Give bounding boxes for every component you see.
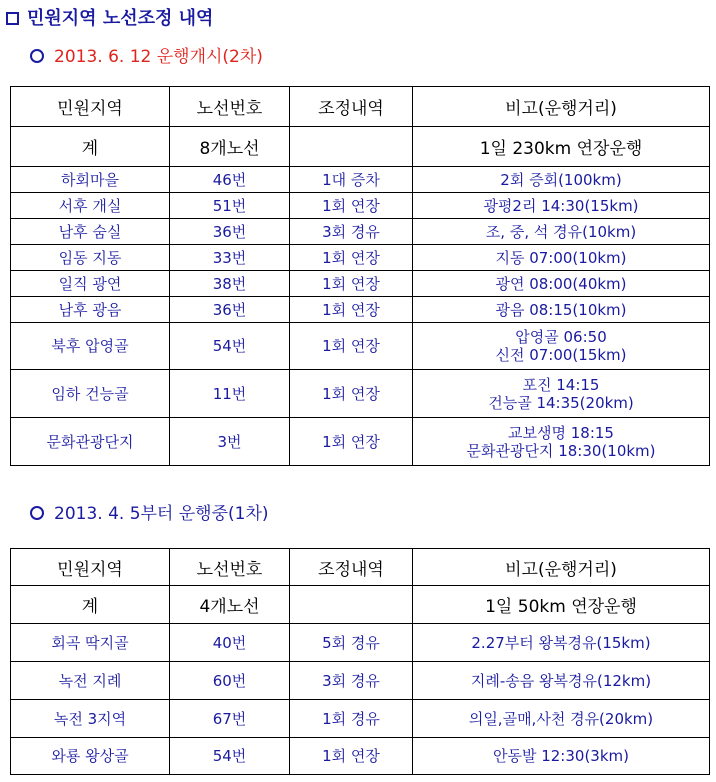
- cell-area: 일직 광연: [11, 271, 170, 297]
- cell-route: 36번: [170, 219, 290, 245]
- cell-route: 11번: [170, 370, 290, 418]
- cell-change: 1대 증차: [290, 167, 413, 193]
- cell-change: 3회 경유: [290, 219, 413, 245]
- cell-note: 포진 14:15 건능골 14:35(20km): [413, 370, 710, 418]
- cell-area: 문화관광단지: [11, 418, 170, 466]
- cell-note: 조, 중, 석 경유(10km): [413, 219, 710, 245]
- summary-label: 계: [11, 586, 170, 624]
- cell-route: 46번: [170, 167, 290, 193]
- table-row: [11, 323, 710, 370]
- table-row: [11, 700, 710, 738]
- summary-routes: 4개노선: [170, 586, 290, 624]
- cell-note: 안동발 12:30(3km): [413, 738, 710, 775]
- summary-note: 1일 50km 연장운행: [413, 586, 710, 624]
- cell-change: 1회 연장: [290, 297, 413, 323]
- cell-area: 녹전 3지역: [11, 700, 170, 738]
- cell-route: 40번: [170, 624, 290, 662]
- circle-bullet-icon: [30, 49, 44, 63]
- cell-area: 서후 개실: [11, 193, 170, 219]
- cell-change: 1회 연장: [290, 738, 413, 775]
- summary-note: 1일 230km 연장운행: [413, 127, 710, 167]
- summary-change: [290, 127, 413, 167]
- page-heading: [6, 4, 213, 30]
- cell-note: 2회 증회(100km): [413, 167, 710, 193]
- cell-route: 54번: [170, 738, 290, 775]
- table-row: [11, 370, 710, 418]
- section2-table: [10, 548, 710, 775]
- cell-change: 3회 경유: [290, 662, 413, 700]
- cell-change: 1회 연장: [290, 323, 413, 370]
- header-change: 조정내역: [290, 87, 413, 127]
- table-row: [11, 738, 710, 775]
- cell-change: 1회 연장: [290, 418, 413, 466]
- cell-area: 와룡 왕상골: [11, 738, 170, 775]
- summary-change: [290, 586, 413, 624]
- cell-note: 의일,골매,사천 경유(20km): [413, 700, 710, 738]
- cell-area: 녹전 지례: [11, 662, 170, 700]
- table-row: [11, 219, 710, 245]
- table-header-row: [11, 549, 710, 586]
- table-row: [11, 271, 710, 297]
- header-change: 조정내역: [290, 549, 413, 586]
- cell-route: 36번: [170, 297, 290, 323]
- cell-change: 1회 연장: [290, 370, 413, 418]
- summary-row: [11, 127, 710, 167]
- table-header-row: [11, 87, 710, 127]
- cell-note: 지동 07:00(10km): [413, 245, 710, 271]
- cell-area: 임동 지동: [11, 245, 170, 271]
- cell-area: 남후 광음: [11, 297, 170, 323]
- table-row: [11, 662, 710, 700]
- cell-area: 남후 숨실: [11, 219, 170, 245]
- circle-bullet-icon: [30, 506, 44, 520]
- table-row: [11, 167, 710, 193]
- table-row: [11, 418, 710, 466]
- cell-route: 51번: [170, 193, 290, 219]
- header-route: 노선번호: [170, 87, 290, 127]
- summary-label: 계: [11, 127, 170, 167]
- header-area: 민원지역: [11, 87, 170, 127]
- cell-route: 67번: [170, 700, 290, 738]
- cell-note: 지례-송음 왕복경유(12km): [413, 662, 710, 700]
- cell-area: 하회마을: [11, 167, 170, 193]
- square-bullet-icon: [6, 12, 19, 25]
- cell-note: 2.27부터 왕복경유(15km): [413, 624, 710, 662]
- table-row: [11, 245, 710, 271]
- summary-row: [11, 586, 710, 624]
- section1-table: [10, 86, 710, 466]
- cell-change: 1회 연장: [290, 193, 413, 219]
- section2-title: 2013. 4. 5부터 운행중(1차): [30, 499, 269, 524]
- cell-note: 광평2리 14:30(15km): [413, 193, 710, 219]
- section1-title: 2013. 6. 12 운행개시(2차): [30, 42, 263, 67]
- cell-change: 1회 연장: [290, 245, 413, 271]
- cell-change: 1회 경유: [290, 700, 413, 738]
- cell-area: 북후 압영골: [11, 323, 170, 370]
- header-note: 비고(운행거리): [413, 549, 710, 586]
- cell-route: 60번: [170, 662, 290, 700]
- cell-change: 1회 연장: [290, 271, 413, 297]
- table-row: [11, 193, 710, 219]
- cell-note: 광음 08:15(10km): [413, 297, 710, 323]
- header-note: 비고(운행거리): [413, 87, 710, 127]
- cell-note: 광연 08:00(40km): [413, 271, 710, 297]
- cell-note: 교보생명 18:15 문화관광단지 18:30(10km): [413, 418, 710, 466]
- cell-area: 회곡 딱지골: [11, 624, 170, 662]
- header-route: 노선번호: [170, 549, 290, 586]
- header-area: 민원지역: [11, 549, 170, 586]
- cell-note: 압영골 06:50 신전 07:00(15km): [413, 323, 710, 370]
- cell-route: 38번: [170, 271, 290, 297]
- table-row: [11, 297, 710, 323]
- cell-area: 임하 건능골: [11, 370, 170, 418]
- page-title: 민원지역 노선조정 내역: [27, 8, 214, 29]
- cell-route: 54번: [170, 323, 290, 370]
- summary-routes: 8개노선: [170, 127, 290, 167]
- cell-route: 33번: [170, 245, 290, 271]
- table-row: [11, 624, 710, 662]
- cell-route: 3번: [170, 418, 290, 466]
- cell-change: 5회 경유: [290, 624, 413, 662]
